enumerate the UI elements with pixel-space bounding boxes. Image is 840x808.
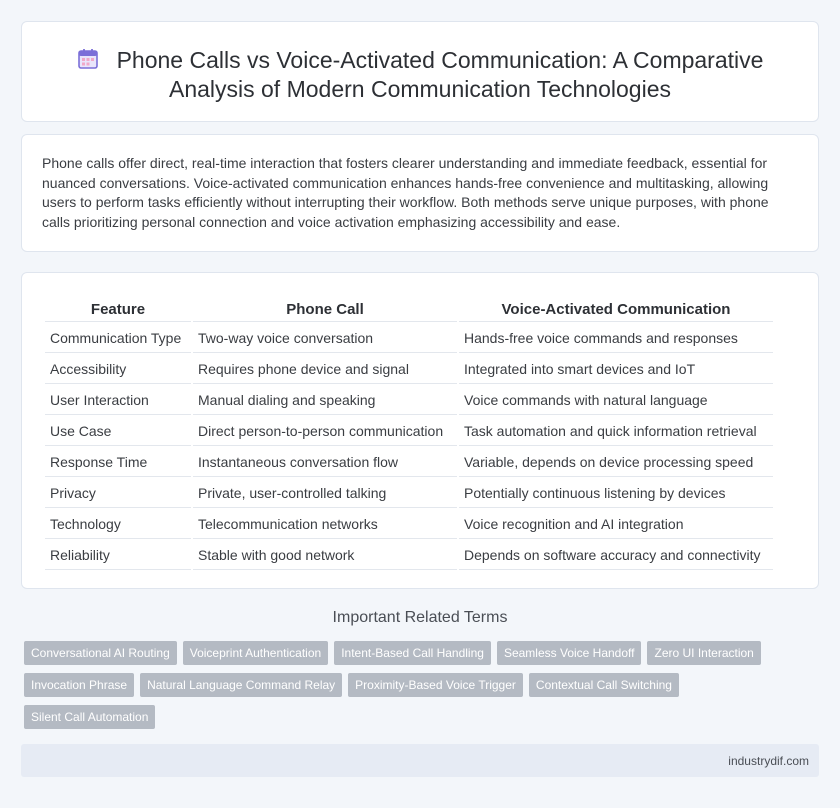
voice-activated-cell: Depends on software accuracy and connectivity xyxy=(459,541,773,570)
phone-call-cell: Private, user-controlled talking xyxy=(193,479,457,508)
phone-call-cell: Two-way voice conversation xyxy=(193,324,457,353)
table-row xyxy=(45,386,773,415)
feature-cell: Response Time xyxy=(45,448,191,477)
header-voice-activated: Voice-Activated Communication xyxy=(459,297,773,322)
feature-cell: Reliability xyxy=(45,541,191,570)
phone-call-cell: Direct person-to-person communication xyxy=(193,417,457,446)
phone-call-cell: Requires phone device and signal xyxy=(193,355,457,384)
table-row xyxy=(45,479,773,508)
phone-call-cell: Stable with good network xyxy=(193,541,457,570)
table-row xyxy=(45,324,773,353)
feature-cell: Privacy xyxy=(45,479,191,508)
related-term-tag[interactable]: Silent Call Automation xyxy=(24,705,155,729)
related-terms-heading: Important Related Terms xyxy=(332,609,508,626)
voice-activated-cell: Integrated into smart devices and IoT xyxy=(459,355,773,384)
intro-card xyxy=(21,134,819,252)
voice-activated-cell: Potentially continuous listening by devices xyxy=(459,479,773,508)
title-card xyxy=(21,21,819,122)
table-row xyxy=(45,510,773,539)
phone-call-cell: Manual dialing and speaking xyxy=(193,386,457,415)
related-term-tag[interactable]: Conversational AI Routing xyxy=(24,641,177,665)
related-term-tag[interactable]: Proximity-Based Voice Trigger xyxy=(348,673,523,697)
table-row xyxy=(45,417,773,446)
comparison-table xyxy=(43,295,775,572)
feature-cell: Accessibility xyxy=(45,355,191,384)
voice-activated-cell: Voice commands with natural language xyxy=(459,386,773,415)
related-term-tag[interactable]: Voiceprint Authentication xyxy=(183,641,328,665)
header-feature: Feature xyxy=(45,297,191,322)
calendar-icon xyxy=(77,48,99,70)
footer xyxy=(21,744,819,777)
page-title xyxy=(22,46,818,104)
title-line-2: Analysis of Modern Communication Technologies xyxy=(168,76,671,102)
voice-activated-cell: Voice recognition and AI integration xyxy=(459,510,773,539)
related-term-tag[interactable]: Natural Language Command Relay xyxy=(140,673,342,697)
table-row xyxy=(45,355,773,384)
title-line-1: Phone Calls vs Voice-Activated Communication: A Comparative xyxy=(116,47,764,73)
header-phone-call: Phone Call xyxy=(193,297,457,322)
related-terms-list xyxy=(24,641,804,729)
feature-cell: Technology xyxy=(45,510,191,539)
voice-activated-cell: Task automation and quick information retrieval xyxy=(459,417,773,446)
voice-activated-cell: Variable, depends on device processing speed xyxy=(459,448,773,477)
intro-paragraph: Phone calls offer direct, real-time interaction that fosters clearer understanding and immediate feedback, essential for nuanced conversations. Voice-activated communication enhances hands-free convenience and multitasking, allowing users to perform tasks efficiently without interrupting their workflow. Both methods serve unique purposes, with phone calls prioritizing personal connection and voice activation emphasizing accessibility and ease. xyxy=(42,155,769,230)
related-term-tag[interactable]: Invocation Phrase xyxy=(24,673,134,697)
phone-call-cell: Telecommunication networks xyxy=(193,510,457,539)
related-term-tag[interactable]: Zero UI Interaction xyxy=(647,641,760,665)
related-term-tag[interactable]: Seamless Voice Handoff xyxy=(497,641,642,665)
comparison-table-card xyxy=(21,272,819,589)
table-header-row xyxy=(45,297,773,322)
table-row xyxy=(45,448,773,477)
related-term-tag[interactable]: Contextual Call Switching xyxy=(529,673,679,697)
voice-activated-cell: Hands-free voice commands and responses xyxy=(459,324,773,353)
table-row xyxy=(45,541,773,570)
feature-cell: Use Case xyxy=(45,417,191,446)
phone-call-cell: Instantaneous conversation flow xyxy=(193,448,457,477)
feature-cell: Communication Type xyxy=(45,324,191,353)
footer-site-link[interactable]: industrydif.com xyxy=(728,754,809,768)
feature-cell: User Interaction xyxy=(45,386,191,415)
related-term-tag[interactable]: Intent-Based Call Handling xyxy=(334,641,491,665)
